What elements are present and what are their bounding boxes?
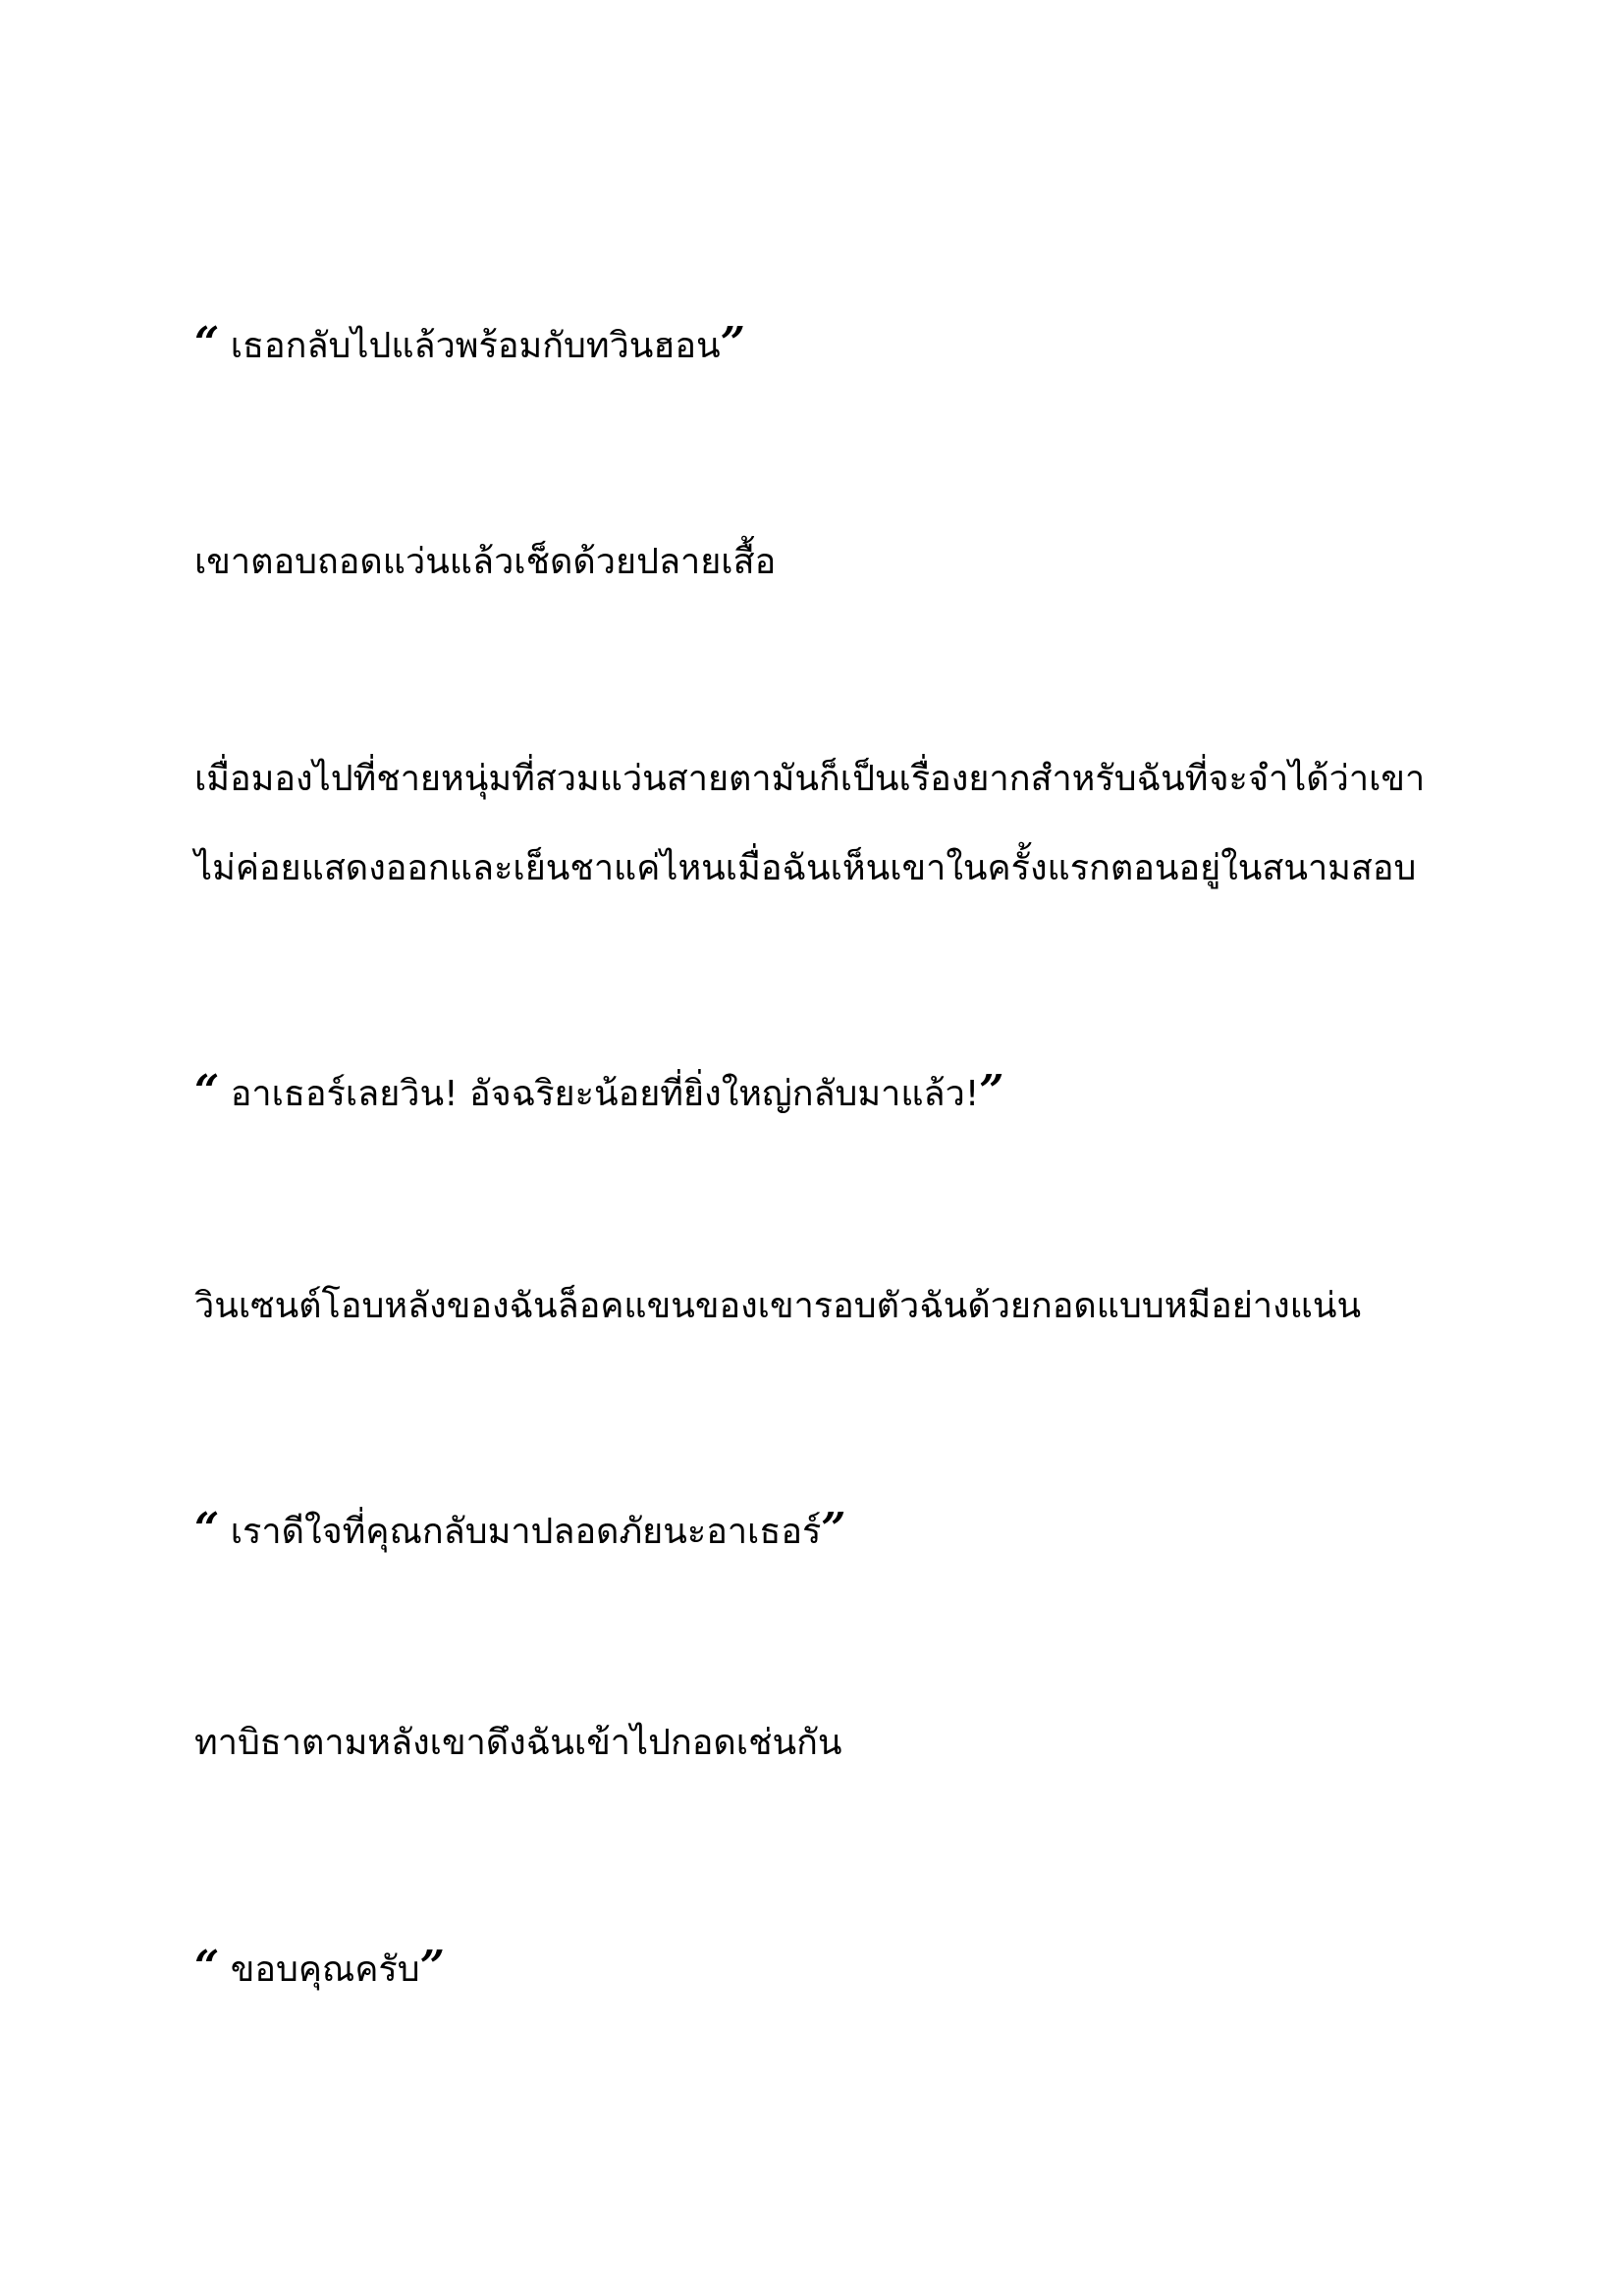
close-quote: ” xyxy=(419,1942,445,1992)
open-quote: “ xyxy=(194,1066,220,1116)
dialogue-line xyxy=(194,1066,1471,1116)
narration-paragraph: ทาบิธาตามหลังเขาดึงฉันเข้าไปกอดเช่นกัน xyxy=(194,1723,842,1763)
dialogue-line xyxy=(194,1942,1471,1992)
dialogue-text: อาเธอร์เลยวิน! อัจฉริยะน้อยที่ยิ่งใหญ่กลับมาแล้ว! xyxy=(219,1074,980,1114)
narration-line: ไม่ค่อยแสดงออกและเย็นชาแค่ไหนเมื่อฉันเห็นเขาในครั้งแรกตอนอยู่ในสนามสอบ xyxy=(194,848,1417,888)
dialogue-text: เราดีใจที่คุณกลับมาปลอดภัยนะอาเธอร์ xyxy=(219,1512,822,1552)
narration-paragraph: เขาตอบถอดแว่นแล้วเช็ดด้วยปลายเสื้อ xyxy=(194,542,777,582)
close-quote: ” xyxy=(979,1066,1004,1116)
narration-paragraph: วินเซนต์โอบหลังของฉันล็อคแขนของเขารอบตัวฉันด้วยกอดแบบหมีอย่างแน่น xyxy=(194,1286,1362,1326)
close-quote: ” xyxy=(720,318,745,368)
dialogue-line xyxy=(194,1504,1471,1554)
open-quote: “ xyxy=(194,1504,220,1554)
dialogue-line xyxy=(194,318,1471,368)
close-quote: ” xyxy=(821,1504,846,1554)
open-quote: “ xyxy=(194,318,220,368)
narration-line: เมื่อมองไปที่ชายหนุ่มที่สวมแว่นสายตามันก็เป็นเรื่องยากสำหรับฉันที่จะจำได้ว่าเขา xyxy=(194,759,1426,799)
open-quote: “ xyxy=(194,1942,220,1992)
dialogue-text: ขอบคุณครับ xyxy=(219,1949,420,1990)
dialogue-text: เธอกลับไปแล้วพร้อมกับทวินฮอน xyxy=(219,326,721,366)
